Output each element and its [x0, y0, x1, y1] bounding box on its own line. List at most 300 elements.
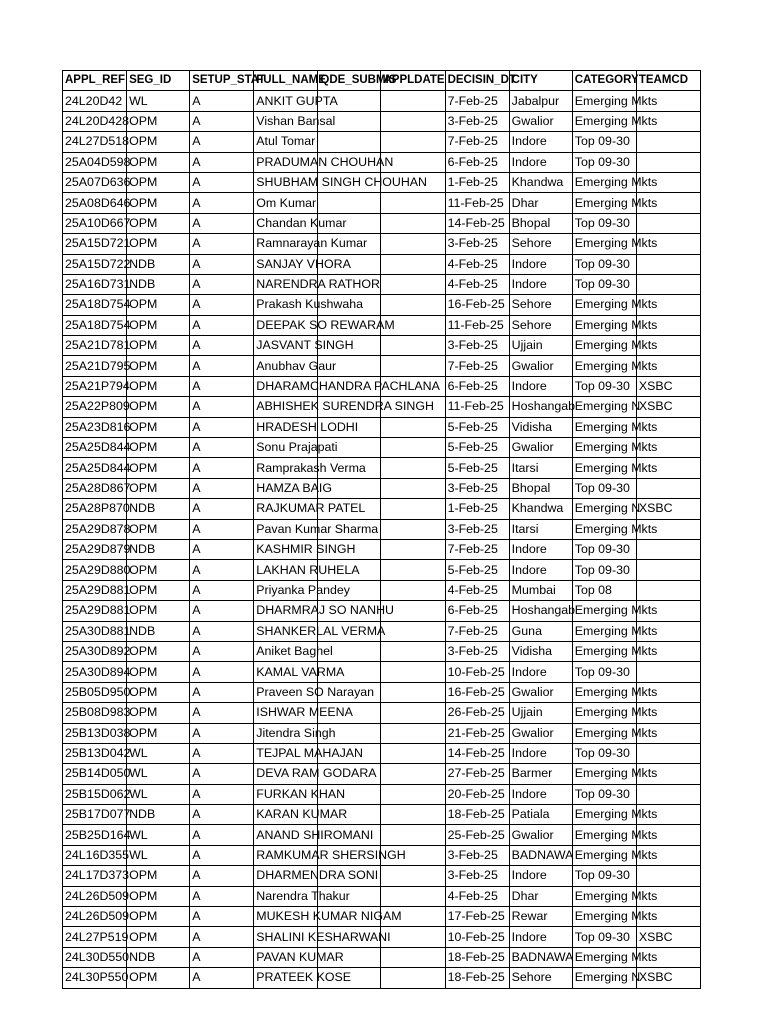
cell-appl-ref[interactable] — [63, 356, 131, 376]
cell-category[interactable] — [572, 539, 636, 559]
cell-setup-stat[interactable] — [190, 356, 254, 376]
cell-appldate[interactable] — [381, 764, 445, 784]
cell-appl-ref[interactable] — [63, 947, 130, 967]
cell-setup-stat[interactable] — [190, 886, 254, 906]
cell-full-name[interactable] — [254, 845, 406, 865]
cell-setup-stat[interactable] — [190, 315, 254, 335]
cell-city[interactable] — [509, 458, 572, 478]
cell-city[interactable] — [509, 213, 572, 233]
cell-full-name[interactable] — [254, 682, 375, 702]
cell-full-name[interactable] — [254, 152, 394, 172]
cell-teamcd[interactable] — [636, 152, 700, 172]
cell-full-name[interactable] — [254, 376, 440, 396]
cell-appl-ref[interactable] — [63, 743, 131, 763]
cell-appldate[interactable] — [381, 356, 445, 376]
column-header-appldate[interactable] — [381, 71, 445, 91]
cell-seg-id[interactable] — [127, 866, 190, 886]
cell-full-name[interactable] — [254, 254, 351, 274]
cell-city[interactable] — [509, 927, 572, 947]
cell-seg-id[interactable] — [127, 621, 190, 641]
cell-full-name[interactable] — [254, 458, 366, 478]
cell-decisin-dt[interactable] — [445, 254, 509, 274]
cell-decisin-dt[interactable] — [445, 743, 509, 763]
cell-seg-id[interactable] — [127, 519, 190, 539]
cell-city[interactable] — [509, 560, 572, 580]
cell-appl-ref[interactable] — [63, 499, 130, 519]
cell-setup-stat[interactable] — [190, 254, 254, 274]
cell-setup-stat[interactable] — [190, 968, 254, 988]
cell-appldate[interactable] — [381, 968, 445, 988]
cell-city[interactable] — [509, 641, 572, 661]
cell-category[interactable] — [572, 111, 658, 131]
cell-category[interactable] — [572, 743, 636, 763]
cell-seg-id[interactable] — [127, 295, 190, 315]
cell-category[interactable] — [572, 580, 636, 600]
cell-setup-stat[interactable] — [190, 580, 254, 600]
cell-full-name[interactable] — [254, 641, 333, 661]
cell-decisin-dt[interactable] — [445, 336, 509, 356]
cell-setup-stat[interactable] — [190, 397, 254, 417]
cell-decisin-dt[interactable] — [445, 274, 509, 294]
cell-appl-ref[interactable] — [63, 438, 131, 458]
cell-seg-id[interactable] — [127, 805, 190, 825]
cell-appl-ref[interactable] — [63, 376, 130, 396]
cell-appldate[interactable] — [381, 784, 445, 804]
cell-setup-stat[interactable] — [190, 907, 254, 927]
cell-setup-stat[interactable] — [190, 703, 254, 723]
cell-appldate[interactable] — [381, 723, 445, 743]
cell-appl-ref[interactable] — [63, 866, 130, 886]
cell-setup-stat[interactable] — [190, 764, 254, 784]
cell-decisin-dt[interactable] — [445, 539, 509, 559]
cell-appldate[interactable] — [381, 805, 445, 825]
cell-teamcd[interactable] — [636, 274, 700, 294]
column-header-city[interactable] — [509, 71, 572, 91]
cell-setup-stat[interactable] — [190, 519, 254, 539]
cell-full-name[interactable] — [254, 91, 338, 111]
cell-category[interactable] — [572, 682, 658, 702]
cell-full-name[interactable] — [254, 784, 346, 804]
cell-seg-id[interactable] — [127, 111, 190, 131]
cell-full-name[interactable] — [254, 601, 394, 621]
cell-seg-id[interactable] — [127, 458, 190, 478]
cell-category[interactable] — [572, 805, 658, 825]
cell-setup-stat[interactable] — [190, 825, 254, 845]
cell-full-name[interactable] — [254, 560, 360, 580]
cell-appldate[interactable] — [381, 560, 445, 580]
cell-decisin-dt[interactable] — [445, 132, 509, 152]
cell-category[interactable] — [572, 968, 641, 988]
cell-decisin-dt[interactable] — [445, 111, 509, 131]
cell-setup-stat[interactable] — [190, 499, 254, 519]
cell-decisin-dt[interactable] — [445, 458, 509, 478]
cell-setup-stat[interactable] — [190, 91, 254, 111]
cell-category[interactable] — [572, 132, 636, 152]
cell-teamcd[interactable] — [636, 132, 700, 152]
cell-appl-ref[interactable] — [63, 111, 130, 131]
cell-appldate[interactable] — [381, 519, 445, 539]
cell-decisin-dt[interactable] — [445, 152, 509, 172]
cell-category[interactable] — [572, 438, 658, 458]
cell-appl-ref[interactable] — [63, 641, 131, 661]
cell-city[interactable] — [509, 478, 572, 498]
cell-full-name[interactable] — [254, 213, 347, 233]
cell-full-name[interactable] — [254, 234, 368, 254]
cell-decisin-dt[interactable] — [445, 947, 509, 967]
cell-decisin-dt[interactable] — [445, 213, 509, 233]
cell-decisin-dt[interactable] — [445, 172, 509, 192]
cell-decisin-dt[interactable] — [445, 234, 509, 254]
cell-city[interactable] — [509, 947, 572, 967]
cell-setup-stat[interactable] — [190, 295, 254, 315]
cell-appldate[interactable] — [381, 458, 445, 478]
cell-full-name[interactable] — [254, 111, 336, 131]
cell-full-name[interactable] — [254, 743, 363, 763]
cell-setup-stat[interactable] — [190, 784, 254, 804]
cell-decisin-dt[interactable] — [445, 907, 509, 927]
cell-decisin-dt[interactable] — [445, 295, 509, 315]
cell-category[interactable] — [572, 458, 658, 478]
cell-seg-id[interactable] — [127, 315, 190, 335]
cell-city[interactable] — [509, 784, 572, 804]
cell-appl-ref[interactable] — [63, 784, 131, 804]
cell-full-name[interactable] — [254, 417, 359, 437]
cell-appl-ref[interactable] — [63, 478, 131, 498]
cell-appldate[interactable] — [381, 580, 445, 600]
cell-appldate[interactable] — [381, 295, 445, 315]
column-header-seg-id[interactable] — [127, 71, 190, 91]
cell-setup-stat[interactable] — [190, 152, 254, 172]
cell-decisin-dt[interactable] — [445, 417, 509, 437]
cell-appl-ref[interactable] — [63, 682, 131, 702]
cell-city[interactable] — [509, 193, 572, 213]
cell-appl-ref[interactable] — [63, 397, 130, 417]
cell-city[interactable] — [509, 703, 572, 723]
cell-setup-stat[interactable] — [190, 723, 254, 743]
cell-category[interactable] — [572, 601, 658, 621]
cell-category[interactable] — [572, 947, 658, 967]
cell-seg-id[interactable] — [127, 172, 190, 192]
cell-city[interactable] — [509, 743, 572, 763]
cell-decisin-dt[interactable] — [445, 703, 509, 723]
cell-city[interactable] — [509, 295, 572, 315]
cell-city[interactable] — [509, 886, 572, 906]
cell-appl-ref[interactable] — [63, 825, 131, 845]
cell-category[interactable] — [572, 560, 636, 580]
cell-seg-id[interactable] — [127, 703, 190, 723]
cell-appldate[interactable] — [381, 254, 445, 274]
cell-appldate[interactable] — [381, 213, 445, 233]
cell-appldate[interactable] — [381, 417, 445, 437]
cell-appl-ref[interactable] — [63, 254, 131, 274]
cell-appldate[interactable] — [381, 274, 445, 294]
cell-setup-stat[interactable] — [190, 458, 254, 478]
cell-category[interactable] — [572, 295, 658, 315]
cell-teamcd[interactable] — [636, 376, 700, 396]
cell-city[interactable] — [509, 805, 572, 825]
column-header-teamcd[interactable] — [636, 71, 700, 91]
cell-teamcd[interactable] — [636, 662, 700, 682]
cell-decisin-dt[interactable] — [445, 193, 509, 213]
cell-seg-id[interactable] — [127, 478, 190, 498]
cell-decisin-dt[interactable] — [445, 845, 509, 865]
cell-setup-stat[interactable] — [190, 539, 254, 559]
cell-category[interactable] — [572, 234, 658, 254]
cell-appl-ref[interactable] — [63, 907, 130, 927]
cell-setup-stat[interactable] — [190, 274, 254, 294]
cell-decisin-dt[interactable] — [445, 376, 509, 396]
cell-seg-id[interactable] — [127, 397, 190, 417]
cell-setup-stat[interactable] — [190, 947, 254, 967]
cell-category[interactable] — [572, 315, 658, 335]
cell-teamcd[interactable] — [636, 539, 700, 559]
cell-seg-id[interactable] — [127, 580, 190, 600]
cell-teamcd[interactable] — [636, 254, 700, 274]
cell-setup-stat[interactable] — [190, 438, 254, 458]
cell-appldate[interactable] — [381, 478, 445, 498]
cell-city[interactable] — [509, 866, 572, 886]
cell-category[interactable] — [572, 213, 636, 233]
cell-setup-stat[interactable] — [190, 743, 254, 763]
cell-category[interactable] — [572, 519, 658, 539]
cell-teamcd[interactable] — [636, 499, 700, 519]
cell-city[interactable] — [509, 580, 572, 600]
cell-seg-id[interactable] — [127, 825, 190, 845]
cell-appl-ref[interactable] — [63, 764, 131, 784]
cell-appldate[interactable] — [381, 539, 445, 559]
cell-appldate[interactable] — [381, 743, 445, 763]
cell-city[interactable] — [509, 519, 572, 539]
cell-setup-stat[interactable] — [190, 641, 254, 661]
cell-category[interactable] — [572, 723, 658, 743]
cell-decisin-dt[interactable] — [445, 356, 509, 376]
cell-decisin-dt[interactable] — [445, 682, 509, 702]
cell-city[interactable] — [509, 907, 572, 927]
cell-category[interactable] — [572, 254, 636, 274]
cell-setup-stat[interactable] — [190, 193, 254, 213]
cell-appl-ref[interactable] — [63, 560, 131, 580]
cell-appl-ref[interactable] — [63, 601, 131, 621]
cell-decisin-dt[interactable] — [445, 438, 509, 458]
cell-appl-ref[interactable] — [63, 152, 131, 172]
cell-full-name[interactable] — [254, 397, 434, 417]
cell-qde-submis[interactable] — [318, 132, 381, 152]
cell-setup-stat[interactable] — [190, 805, 254, 825]
cell-decisin-dt[interactable] — [445, 601, 509, 621]
cell-teamcd[interactable] — [636, 927, 700, 947]
cell-seg-id[interactable] — [127, 234, 190, 254]
cell-decisin-dt[interactable] — [445, 866, 509, 886]
cell-appldate[interactable] — [381, 91, 445, 111]
cell-appl-ref[interactable] — [63, 539, 131, 559]
column-header-qde-submis[interactable] — [318, 71, 397, 91]
cell-full-name[interactable] — [254, 968, 352, 988]
column-header-setup-stat[interactable] — [190, 71, 266, 91]
cell-full-name[interactable] — [254, 621, 386, 641]
cell-decisin-dt[interactable] — [445, 805, 509, 825]
cell-setup-stat[interactable] — [190, 376, 254, 396]
cell-appldate[interactable] — [381, 621, 445, 641]
cell-seg-id[interactable] — [127, 417, 190, 437]
cell-category[interactable] — [572, 397, 641, 417]
cell-city[interactable] — [509, 274, 572, 294]
cell-full-name[interactable] — [254, 356, 337, 376]
cell-seg-id[interactable] — [127, 132, 190, 152]
cell-full-name[interactable] — [254, 274, 380, 294]
cell-city[interactable] — [509, 825, 572, 845]
cell-appl-ref[interactable] — [63, 458, 131, 478]
cell-setup-stat[interactable] — [190, 662, 254, 682]
cell-decisin-dt[interactable] — [445, 478, 509, 498]
cell-appl-ref[interactable] — [63, 417, 131, 437]
cell-appldate[interactable] — [381, 947, 445, 967]
cell-seg-id[interactable] — [127, 968, 190, 988]
column-header-appl-ref[interactable] — [63, 71, 127, 91]
cell-city[interactable] — [509, 376, 572, 396]
cell-city[interactable] — [509, 499, 572, 519]
cell-appl-ref[interactable] — [63, 213, 131, 233]
cell-category[interactable] — [572, 866, 636, 886]
cell-decisin-dt[interactable] — [445, 621, 509, 641]
cell-appl-ref[interactable] — [63, 927, 127, 947]
cell-setup-stat[interactable] — [190, 927, 254, 947]
cell-decisin-dt[interactable] — [445, 641, 509, 661]
cell-city[interactable] — [509, 764, 572, 784]
cell-city[interactable] — [509, 132, 572, 152]
cell-appldate[interactable] — [381, 234, 445, 254]
cell-city[interactable] — [509, 111, 572, 131]
cell-city[interactable] — [509, 621, 572, 641]
cell-appldate[interactable] — [381, 641, 445, 661]
cell-category[interactable] — [572, 499, 641, 519]
cell-decisin-dt[interactable] — [445, 580, 509, 600]
cell-decisin-dt[interactable] — [445, 560, 509, 580]
cell-seg-id[interactable] — [127, 274, 190, 294]
cell-seg-id[interactable] — [127, 784, 190, 804]
cell-category[interactable] — [572, 172, 658, 192]
cell-seg-id[interactable] — [127, 743, 190, 763]
cell-decisin-dt[interactable] — [445, 825, 509, 845]
cell-teamcd[interactable] — [636, 213, 700, 233]
cell-city[interactable] — [509, 438, 572, 458]
cell-decisin-dt[interactable] — [445, 784, 509, 804]
cell-appl-ref[interactable] — [63, 886, 130, 906]
cell-full-name[interactable] — [254, 519, 379, 539]
cell-city[interactable] — [509, 397, 576, 417]
cell-category[interactable] — [572, 907, 658, 927]
cell-category[interactable] — [572, 703, 658, 723]
cell-category[interactable] — [572, 662, 636, 682]
cell-seg-id[interactable] — [127, 927, 190, 947]
cell-city[interactable] — [509, 601, 576, 621]
cell-full-name[interactable] — [254, 580, 350, 600]
cell-category[interactable] — [572, 886, 658, 906]
column-header-category[interactable] — [572, 71, 639, 91]
cell-setup-stat[interactable] — [190, 234, 254, 254]
cell-seg-id[interactable] — [127, 91, 190, 111]
cell-setup-stat[interactable] — [190, 601, 254, 621]
cell-appldate[interactable] — [381, 438, 445, 458]
cell-seg-id[interactable] — [127, 947, 190, 967]
cell-seg-id[interactable] — [127, 152, 190, 172]
cell-setup-stat[interactable] — [190, 132, 254, 152]
cell-decisin-dt[interactable] — [445, 723, 509, 743]
cell-category[interactable] — [572, 784, 636, 804]
cell-full-name[interactable] — [254, 947, 344, 967]
cell-category[interactable] — [572, 927, 636, 947]
cell-full-name[interactable] — [254, 539, 356, 559]
cell-seg-id[interactable] — [127, 641, 190, 661]
cell-decisin-dt[interactable] — [445, 315, 509, 335]
cell-seg-id[interactable] — [127, 193, 190, 213]
cell-appldate[interactable] — [381, 193, 445, 213]
cell-city[interactable] — [509, 91, 572, 111]
cell-decisin-dt[interactable] — [445, 519, 509, 539]
cell-appl-ref[interactable] — [63, 723, 131, 743]
cell-appldate[interactable] — [381, 336, 445, 356]
cell-seg-id[interactable] — [127, 907, 190, 927]
cell-full-name[interactable] — [254, 438, 338, 458]
cell-setup-stat[interactable] — [190, 682, 254, 702]
cell-full-name[interactable] — [254, 315, 395, 335]
cell-setup-stat[interactable] — [190, 417, 254, 437]
cell-city[interactable] — [509, 845, 572, 865]
cell-full-name[interactable] — [254, 478, 333, 498]
cell-category[interactable] — [572, 336, 658, 356]
cell-city[interactable] — [509, 172, 572, 192]
cell-teamcd[interactable] — [636, 580, 700, 600]
cell-appldate[interactable] — [381, 111, 445, 131]
cell-appl-ref[interactable] — [63, 662, 131, 682]
cell-seg-id[interactable] — [127, 213, 190, 233]
cell-full-name[interactable] — [254, 336, 354, 356]
cell-appl-ref[interactable] — [63, 336, 131, 356]
cell-city[interactable] — [509, 968, 572, 988]
cell-decisin-dt[interactable] — [445, 764, 509, 784]
cell-seg-id[interactable] — [127, 438, 190, 458]
cell-city[interactable] — [509, 356, 572, 376]
cell-appl-ref[interactable] — [63, 703, 131, 723]
cell-full-name[interactable] — [254, 662, 345, 682]
cell-seg-id[interactable] — [127, 539, 190, 559]
cell-seg-id[interactable] — [127, 356, 190, 376]
cell-teamcd[interactable] — [636, 784, 700, 804]
cell-full-name[interactable] — [254, 132, 318, 152]
cell-seg-id[interactable] — [127, 560, 190, 580]
cell-full-name[interactable] — [254, 927, 391, 947]
cell-city[interactable] — [509, 315, 572, 335]
cell-appl-ref[interactable] — [63, 132, 130, 152]
cell-category[interactable] — [572, 274, 636, 294]
cell-appl-ref[interactable] — [63, 91, 127, 111]
cell-appl-ref[interactable] — [63, 234, 131, 254]
cell-setup-stat[interactable] — [190, 866, 254, 886]
cell-appl-ref[interactable] — [63, 845, 130, 865]
cell-city[interactable] — [509, 336, 572, 356]
column-header-decisin-dt[interactable] — [445, 71, 516, 91]
cell-teamcd[interactable] — [636, 743, 700, 763]
cell-full-name[interactable] — [254, 193, 318, 213]
cell-seg-id[interactable] — [127, 254, 190, 274]
cell-setup-stat[interactable] — [190, 560, 254, 580]
cell-setup-stat[interactable] — [190, 336, 254, 356]
cell-appldate[interactable] — [381, 499, 445, 519]
cell-seg-id[interactable] — [127, 723, 190, 743]
cell-setup-stat[interactable] — [190, 172, 254, 192]
cell-appldate[interactable] — [381, 132, 445, 152]
cell-category[interactable] — [572, 641, 658, 661]
cell-category[interactable] — [572, 478, 636, 498]
